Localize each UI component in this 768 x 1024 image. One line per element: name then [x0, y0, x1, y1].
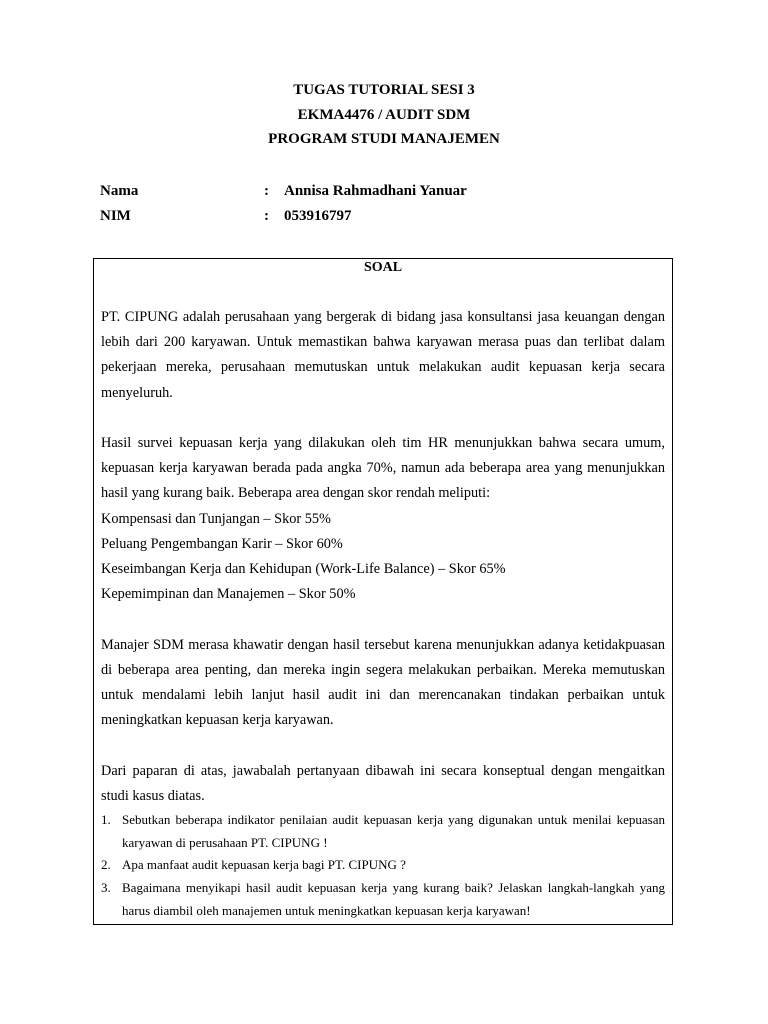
area-item-leadership: Kepemimpinan dan Manajemen – Skor 50%: [101, 586, 356, 603]
question-text: Apa manfaat audit kepuasan kerja bagi PT. CIPUNG ?: [122, 857, 406, 873]
question-item: [101, 877, 665, 922]
question-number: 3.: [101, 880, 111, 896]
question-item: [101, 809, 665, 854]
paragraph-gap: [101, 733, 665, 758]
nim-value: 053916797: [284, 208, 352, 224]
name-label: Nama: [100, 183, 139, 199]
soal-box: [93, 258, 673, 925]
name-value: Annisa Rahmadhani Yanuar: [284, 183, 467, 199]
soal-title: SOAL: [363, 260, 403, 275]
nim-label: NIM: [100, 208, 131, 224]
question-text: Sebutkan beberapa indikator penilaian audit kepuasan kerja yang digunakan untuk menilai kepuasan karyawan di perusahaan PT. CIPUNG !: [122, 812, 665, 850]
case-paragraph-1: PT. CIPUNG adalah perusahaan yang bergerak di bidang jasa konsultansi jasa keuangan dengan lebih dari 200 karyawan. Untuk memastikan bahwa karyawan merasa puas dan terlibat dalam pekerjaan mereka, perusahaan memutuskan untuk melakukan audit kepuasan kerja secara menyeluruh.: [101, 309, 665, 401]
header-title: TUGAS TUTORIAL SESI 3: [293, 82, 475, 98]
header-course: EKMA4476 / AUDIT SDM: [297, 106, 471, 123]
soal-content: [101, 305, 665, 923]
paragraph-gap: [101, 607, 665, 632]
question-number: 2.: [101, 857, 111, 873]
area-item-career: Peluang Pengembangan Karir – Skor 60%: [101, 535, 343, 552]
nim-colon: :: [264, 208, 269, 224]
case-paragraph-2: Hasil survei kepuasan kerja yang dilakukan oleh tim HR menunjukkan bahwa secara umum, kepuasan kerja karyawan berada pada angka 70%, namun ada beberapa area yang menunjukkan hasil yang kurang baik. Beberapa area dengan skor rendah meliputi:: [101, 435, 665, 502]
paragraph-gap: [101, 406, 665, 431]
question-item: [101, 854, 665, 877]
document-header: [0, 78, 768, 152]
area-item-compensation: Kompensasi dan Tunjangan – Skor 55%: [101, 510, 331, 527]
question-number: 1.: [101, 812, 111, 828]
question-list: [101, 809, 665, 923]
question-text: Bagaimana menyikapi hasil audit kepuasan kerja yang kurang baik? Jelaskan langkah-langkah yang harus diambil oleh manajemen untuk meningkatkan kepuasan kerja karyawan!: [122, 880, 665, 918]
instruction-paragraph: Dari paparan di atas, jawabalah pertanyaan dibawah ini secara konseptual dengan mengaitkan studi kasus diatas.: [101, 762, 665, 804]
area-item-work-life: Keseimbangan Kerja dan Kehidupan (Work-Life Balance) – Skor 65%: [101, 561, 506, 578]
header-program: PROGRAM STUDI MANAJEMEN: [268, 131, 500, 147]
case-paragraph-3: Manajer SDM merasa khawatir dengan hasil tersebut karena menunjukkan adanya ketidakpuasan di beberapa area penting, dan mereka ingin segera melakukan perbaikan. Mereka memutuskan untuk mendalami lebih lanjut hasil audit ini dan merencanakan tindakan perbaikan untuk meningkatkan kepuasan kerja karyawan.: [101, 636, 665, 729]
name-colon: :: [264, 183, 269, 199]
